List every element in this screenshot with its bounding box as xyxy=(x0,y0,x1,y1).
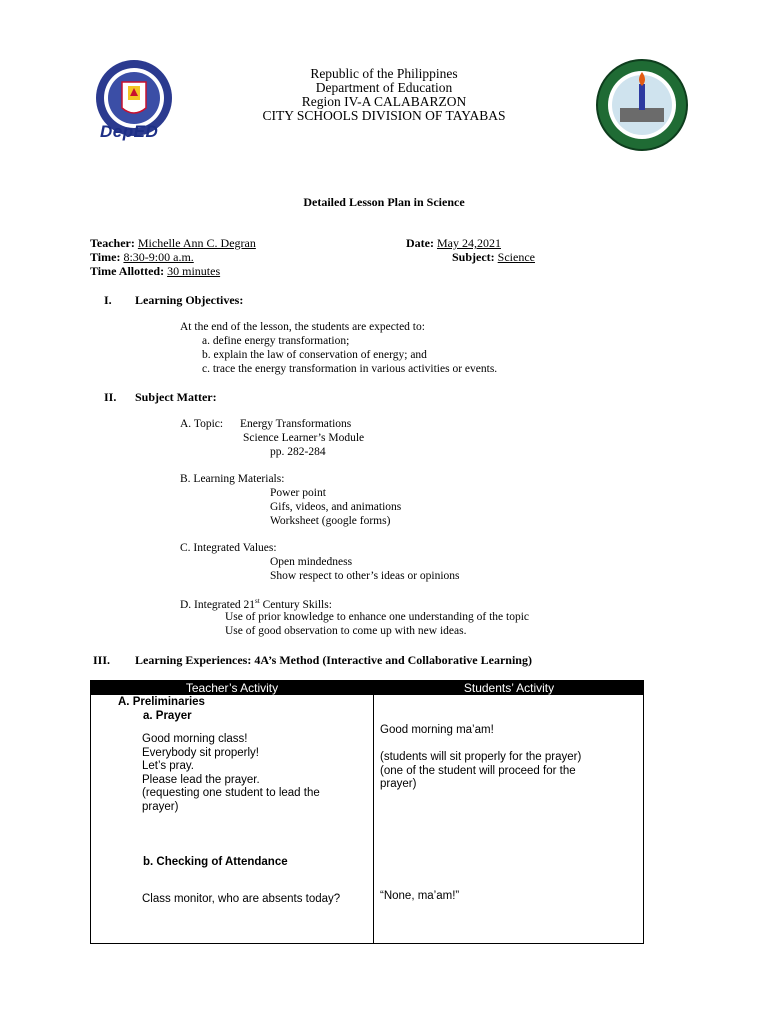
teacher-label: Teacher: xyxy=(90,236,135,250)
teacher-activity-column-header: Teacher’s Activity xyxy=(185,681,279,695)
objective-item: a. define energy transformation; xyxy=(202,335,350,347)
allotted-line xyxy=(90,264,220,279)
skills-label xyxy=(180,597,332,611)
attendance-heading: b. Checking of Attendance xyxy=(143,856,288,868)
value-item: Open mindedness xyxy=(270,556,353,568)
topic-reference: Science Learner’s Module xyxy=(243,432,365,444)
subject-line xyxy=(452,250,535,265)
attendance-teacher-activity: Class monitor, who are absents today? xyxy=(142,893,341,905)
header-division: CITY SCHOOLS DIVISION OF TAYABAS xyxy=(262,108,506,123)
students-activity-column-header: Students’ Activity xyxy=(463,681,555,695)
subject-matter-heading: Subject Matter: xyxy=(135,390,217,404)
allotted-value: 30 minutes xyxy=(167,264,221,278)
objectives-intro: At the end of the lesson, the students are expected to: xyxy=(180,321,425,333)
teacher-line xyxy=(90,236,256,251)
experiences-numeral: III. xyxy=(93,653,111,667)
attendance-students-activity: “None, ma’am!” xyxy=(380,890,460,902)
skills-label-superscript: st xyxy=(255,597,260,605)
time-label: Time: xyxy=(90,250,121,264)
skill-item: Use of good observation to come up with new ideas. xyxy=(225,625,467,637)
deped-wordmark: DepED xyxy=(100,122,159,141)
teacher-value: Michelle Ann C. Degran xyxy=(137,236,256,250)
allotted-label: Time Allotted: xyxy=(90,264,165,278)
materials-label: B. Learning Materials: xyxy=(180,473,285,485)
objective-item: c. trace the energy transformation in various activities or events. xyxy=(202,363,498,375)
material-item: Gifs, videos, and animations xyxy=(270,501,402,513)
time-value: 8:30-9:00 a.m. xyxy=(123,250,194,264)
header-department: Department of Education xyxy=(315,80,453,95)
experiences-heading: Learning Experiences: 4A’s Method (Interactive and Collaborative Learning) xyxy=(135,653,532,667)
prayer-heading: a. Prayer xyxy=(143,710,192,722)
activity-table-header xyxy=(91,681,643,695)
value-item: Show respect to other’s ideas or opinions xyxy=(270,570,460,582)
document-title: Detailed Lesson Plan in Science xyxy=(303,195,465,209)
material-item: Power point xyxy=(270,487,326,499)
objective-item: b. explain the law of conservation of energy; and xyxy=(202,349,427,361)
date-label: Date: xyxy=(406,236,434,250)
activity-table xyxy=(90,680,644,944)
preliminaries-heading: A. Preliminaries xyxy=(118,696,205,708)
objectives-heading: Learning Objectives: xyxy=(135,293,244,307)
subject-value: Science xyxy=(497,250,535,264)
prayer-students-activity: (students will sit properly for the prayer) (one of the student will proceed for the prayer) xyxy=(380,751,582,790)
subject-matter-numeral: II. xyxy=(104,390,117,404)
topic-label: A. Topic: xyxy=(180,418,224,430)
date-value: May 24,2021 xyxy=(436,236,501,250)
header-republic: Republic of the Philippines xyxy=(310,66,458,81)
material-item: Worksheet (google forms) xyxy=(270,515,391,527)
skills-label-text: D. Integrated 21 xyxy=(180,598,256,611)
prayer-teacher-activity: Good morning class! Everybody sit properly! Let’s pray. Please lead the prayer. (requesting one student to lead the prayer) xyxy=(142,733,320,813)
time-line xyxy=(90,250,194,265)
objectives-numeral: I. xyxy=(104,293,112,307)
skill-item: Use of prior knowledge to enhance one understanding of the topic xyxy=(225,611,530,623)
topic-pages: pp. 282-284 xyxy=(270,446,326,458)
prayer-students-greeting: Good morning ma’am! xyxy=(380,724,494,736)
topic-value: Energy Transformations xyxy=(240,418,352,430)
values-label: C. Integrated Values: xyxy=(180,542,277,554)
subject-label: Subject: xyxy=(452,250,495,264)
column-divider xyxy=(373,695,374,943)
date-line xyxy=(406,236,501,251)
skills-label-text-end: Century Skills: xyxy=(259,598,332,611)
header-region: Region IV-A CALABARZON xyxy=(301,94,467,109)
